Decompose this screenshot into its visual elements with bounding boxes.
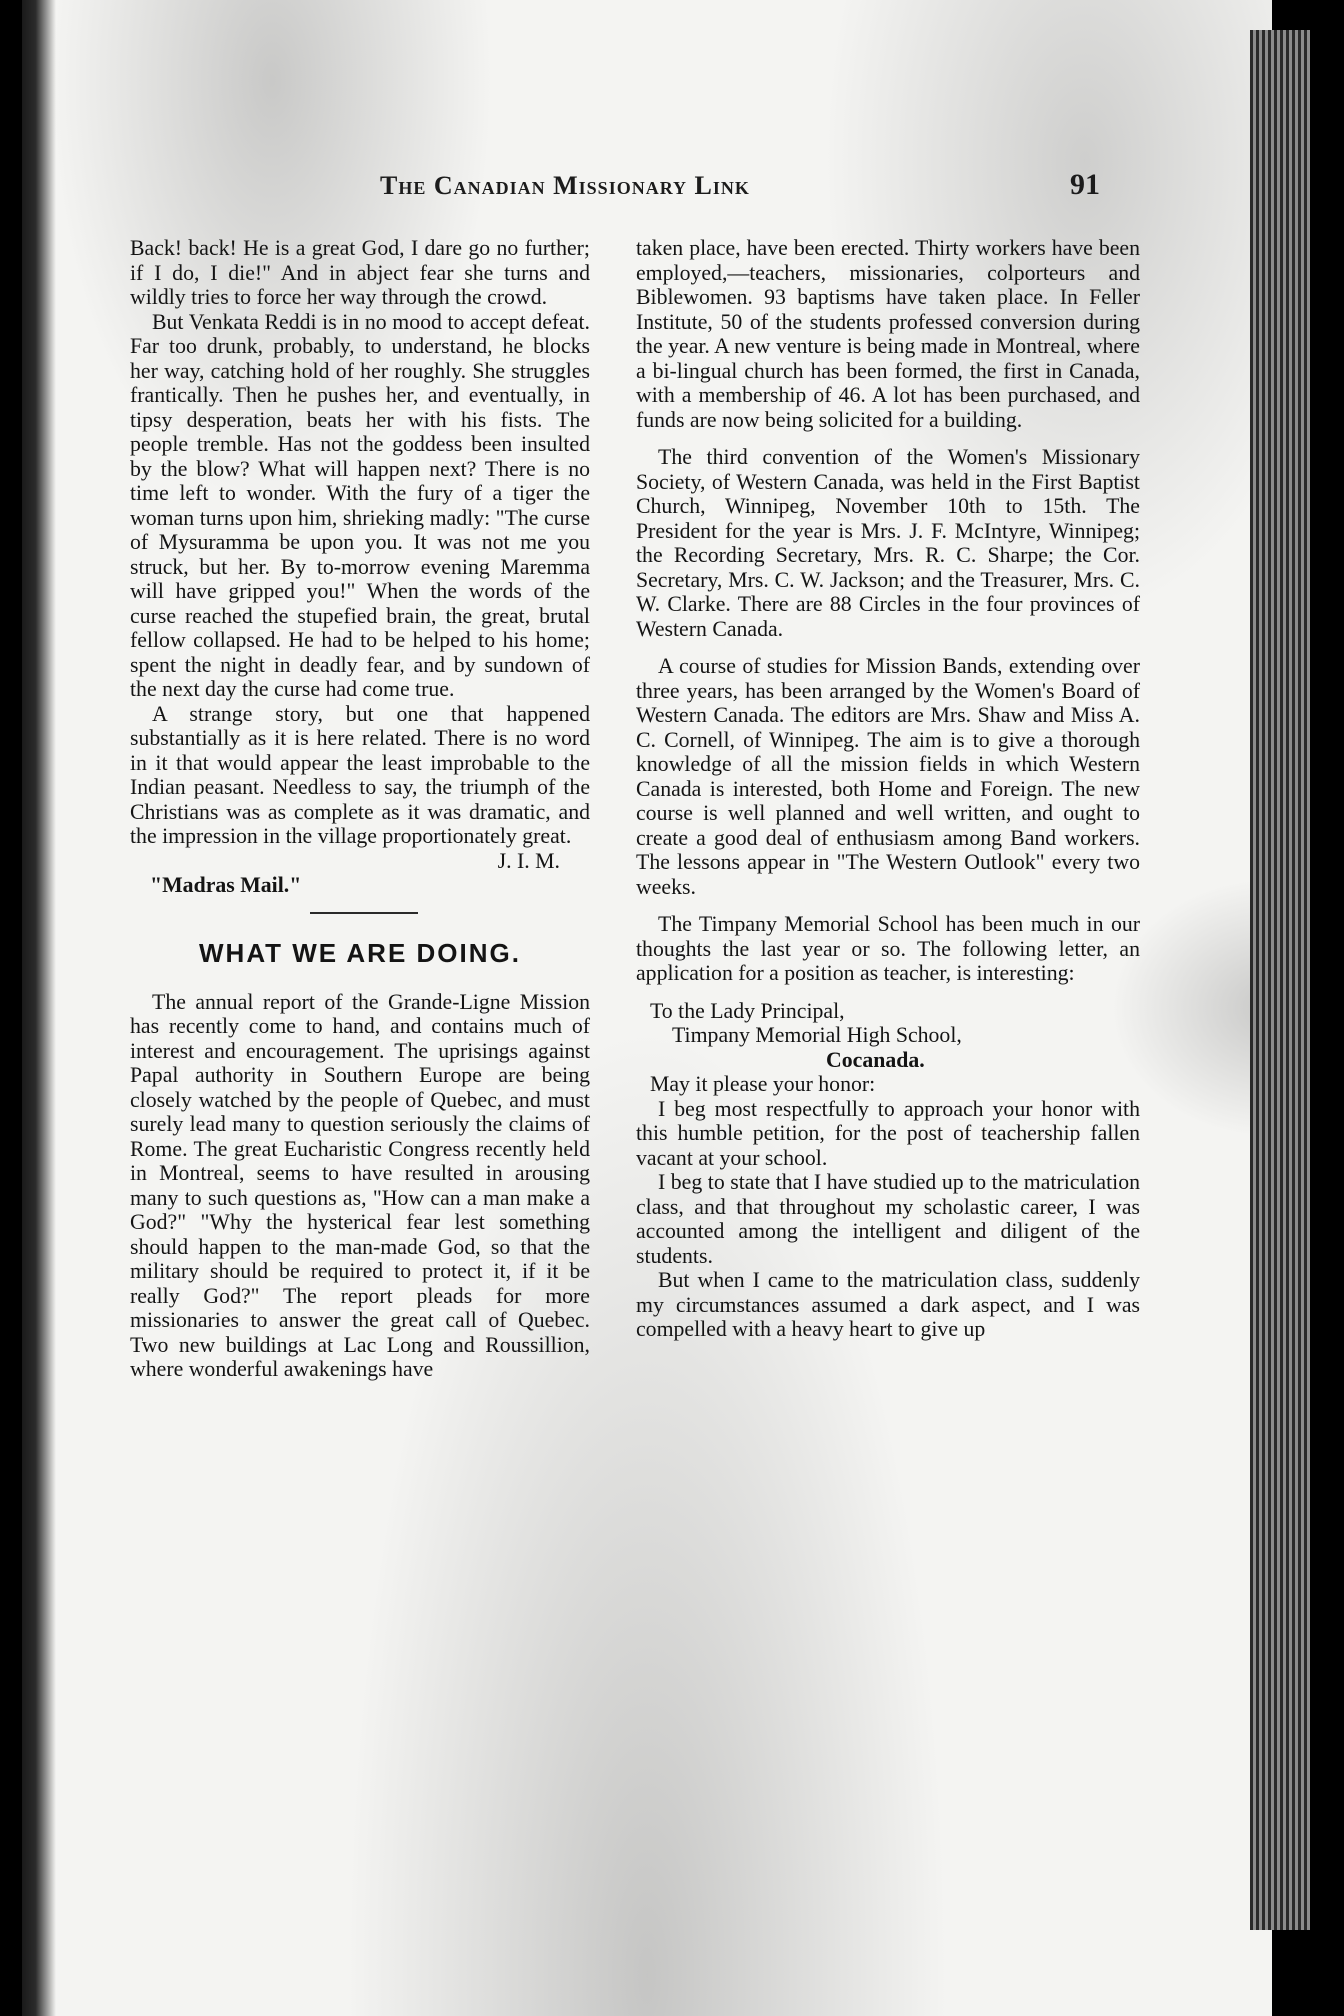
right-column	[636, 236, 1140, 1342]
left-column	[130, 236, 590, 1382]
author-initials: J. I. M.	[497, 848, 560, 873]
article-paragraph: But Venkata Reddi is in no mood to accept defeat. Far too drunk, probably, to understand, he blocks her way, catching hold of her roughly. She struggles frantically. Then he pushes her, and eventually, in tipsy desperation, beats her with his fists. The people tremble. Has not the goddess been insulted by the blow? What will happen next? There is no time left to wonder. With the fury of a tiger the woman turns upon him, shrieking madly: "The curse of Mysuramma be upon you. It was not me you struck, but her. By to-morrow evening Maremma will have gripped you!" When the words of the curse reached the stupefied brain, the great, brutal fellow collapsed. He had to be helped to his home; spent the night in deadly fear, and by sundown of the next day the curse had come true.	[130, 309, 590, 701]
section-heading: WHAT WE ARE DOING.	[199, 937, 521, 968]
article-paragraph: Back! back! He is a great God, I dare go no further; if I do, I die!" And in abject fear she turns and wildly tries to force her way through the crowd.	[130, 236, 590, 309]
section-divider	[310, 912, 418, 914]
article-paragraph: A course of studies for Mission Bands, extending over three years, has been arranged by the Women's Board of Western Canada. The editors are Mrs. Shaw and Miss A. C. Cornell, of Winnipeg. The aim is to give a thorough knowledge of all the mission fields in which Western Canada is interested, both Home and Foreign. The new course is well planned and well written, and ought to create a good deal of enthusiasm among Band workers. The lessons appear in "The Western Outlook" every two weeks.	[636, 654, 1140, 899]
letter-paragraph: I beg most respectfully to approach your honor with this humble petition, for the post of teachership fallen vacant at your school.	[636, 1096, 1140, 1170]
article-paragraph: taken place, have been erected. Thirty workers have been employed,—teachers, missionaries, colporteurs and Biblewomen. 93 baptisms have taken place. In Feller Institute, 50 of the students professed conversion during the year. A new venture is being made in Montreal, where a bi-lingual church has been formed, the first in Canada, with a membership of 46. A lot has been purchased, and funds are now being solicited for a building.	[636, 236, 1140, 432]
running-title: The Canadian Missionary Link	[380, 171, 750, 200]
page-left-shadow	[22, 0, 56, 2016]
address-line: To the Lady Principal,	[650, 998, 845, 1023]
address-line: Timpany Memorial High School,	[672, 1023, 962, 1047]
source-credit: "Madras Mail."	[150, 873, 302, 897]
article-paragraph: The Timpany Memorial School has been much in our thoughts the last year or so. The following letter, an application for a position as teacher, is interesting:	[636, 912, 1140, 985]
article-paragraph: The third convention of the Women's Missionary Society, of Western Canada, was held in the First Baptist Church, Winnipeg, November 10th to 15th. The President for the year is Mrs. J. F. McIntyre, Winnipeg; the Recording Secretary, Mrs. R. C. Sharpe; the Cor. Secretary, Mrs. C. W. Jackson; and the Treasurer, Mrs. C. W. Clarke. There are 88 Circles in the four provinces of Western Canada.	[636, 445, 1140, 641]
letter-address	[636, 999, 1140, 1073]
article-paragraph: The annual report of the Grande-Ligne Mission has recently come to hand, and contains much of interest and encouragement. The uprisings against Papal authority in Southern Europe are being closely watched by the people of Quebec, and must surely lead many to question seriously the claims of Rome. The great Eucharistic Congress recently held in Montreal, seems to have resulted in arousing many to such questions as, "How can a man make a God?" "Why the hysterical fear lest something should happen to the man-made God, so that the military should be required to protect it, if it be really God?" The report pleads for more missionaries to answer the great call of Quebec. Two new buildings at Lac Long and Roussillion, where wonderful awakenings have	[130, 989, 590, 1381]
address-line: Cocanada.	[826, 1047, 925, 1072]
signature-line	[130, 849, 590, 874]
letter-salutation: May it please your honor:	[650, 1072, 876, 1096]
letter-paragraph: But when I came to the matriculation class, suddenly my circumstances assumed a dark aspect, and I was compelled with a heavy heart to give up	[636, 1268, 1140, 1341]
page-number: 91	[1070, 168, 1100, 201]
letter-paragraph: I beg to state that I have studied up to the matriculation class, and that throughout my scholastic career, I was accounted among the intelligent and diligent of the students.	[636, 1170, 1140, 1268]
book-spine-edge	[1250, 30, 1310, 1930]
article-paragraph: A strange story, but one that happened substantially as it is here related. There is no word in it that would appear the least improbable to the Indian peasant. Needless to say, the triumph of the Christians was as complete as it was dramatic, and the impression in the village proportionately great.	[130, 701, 590, 848]
